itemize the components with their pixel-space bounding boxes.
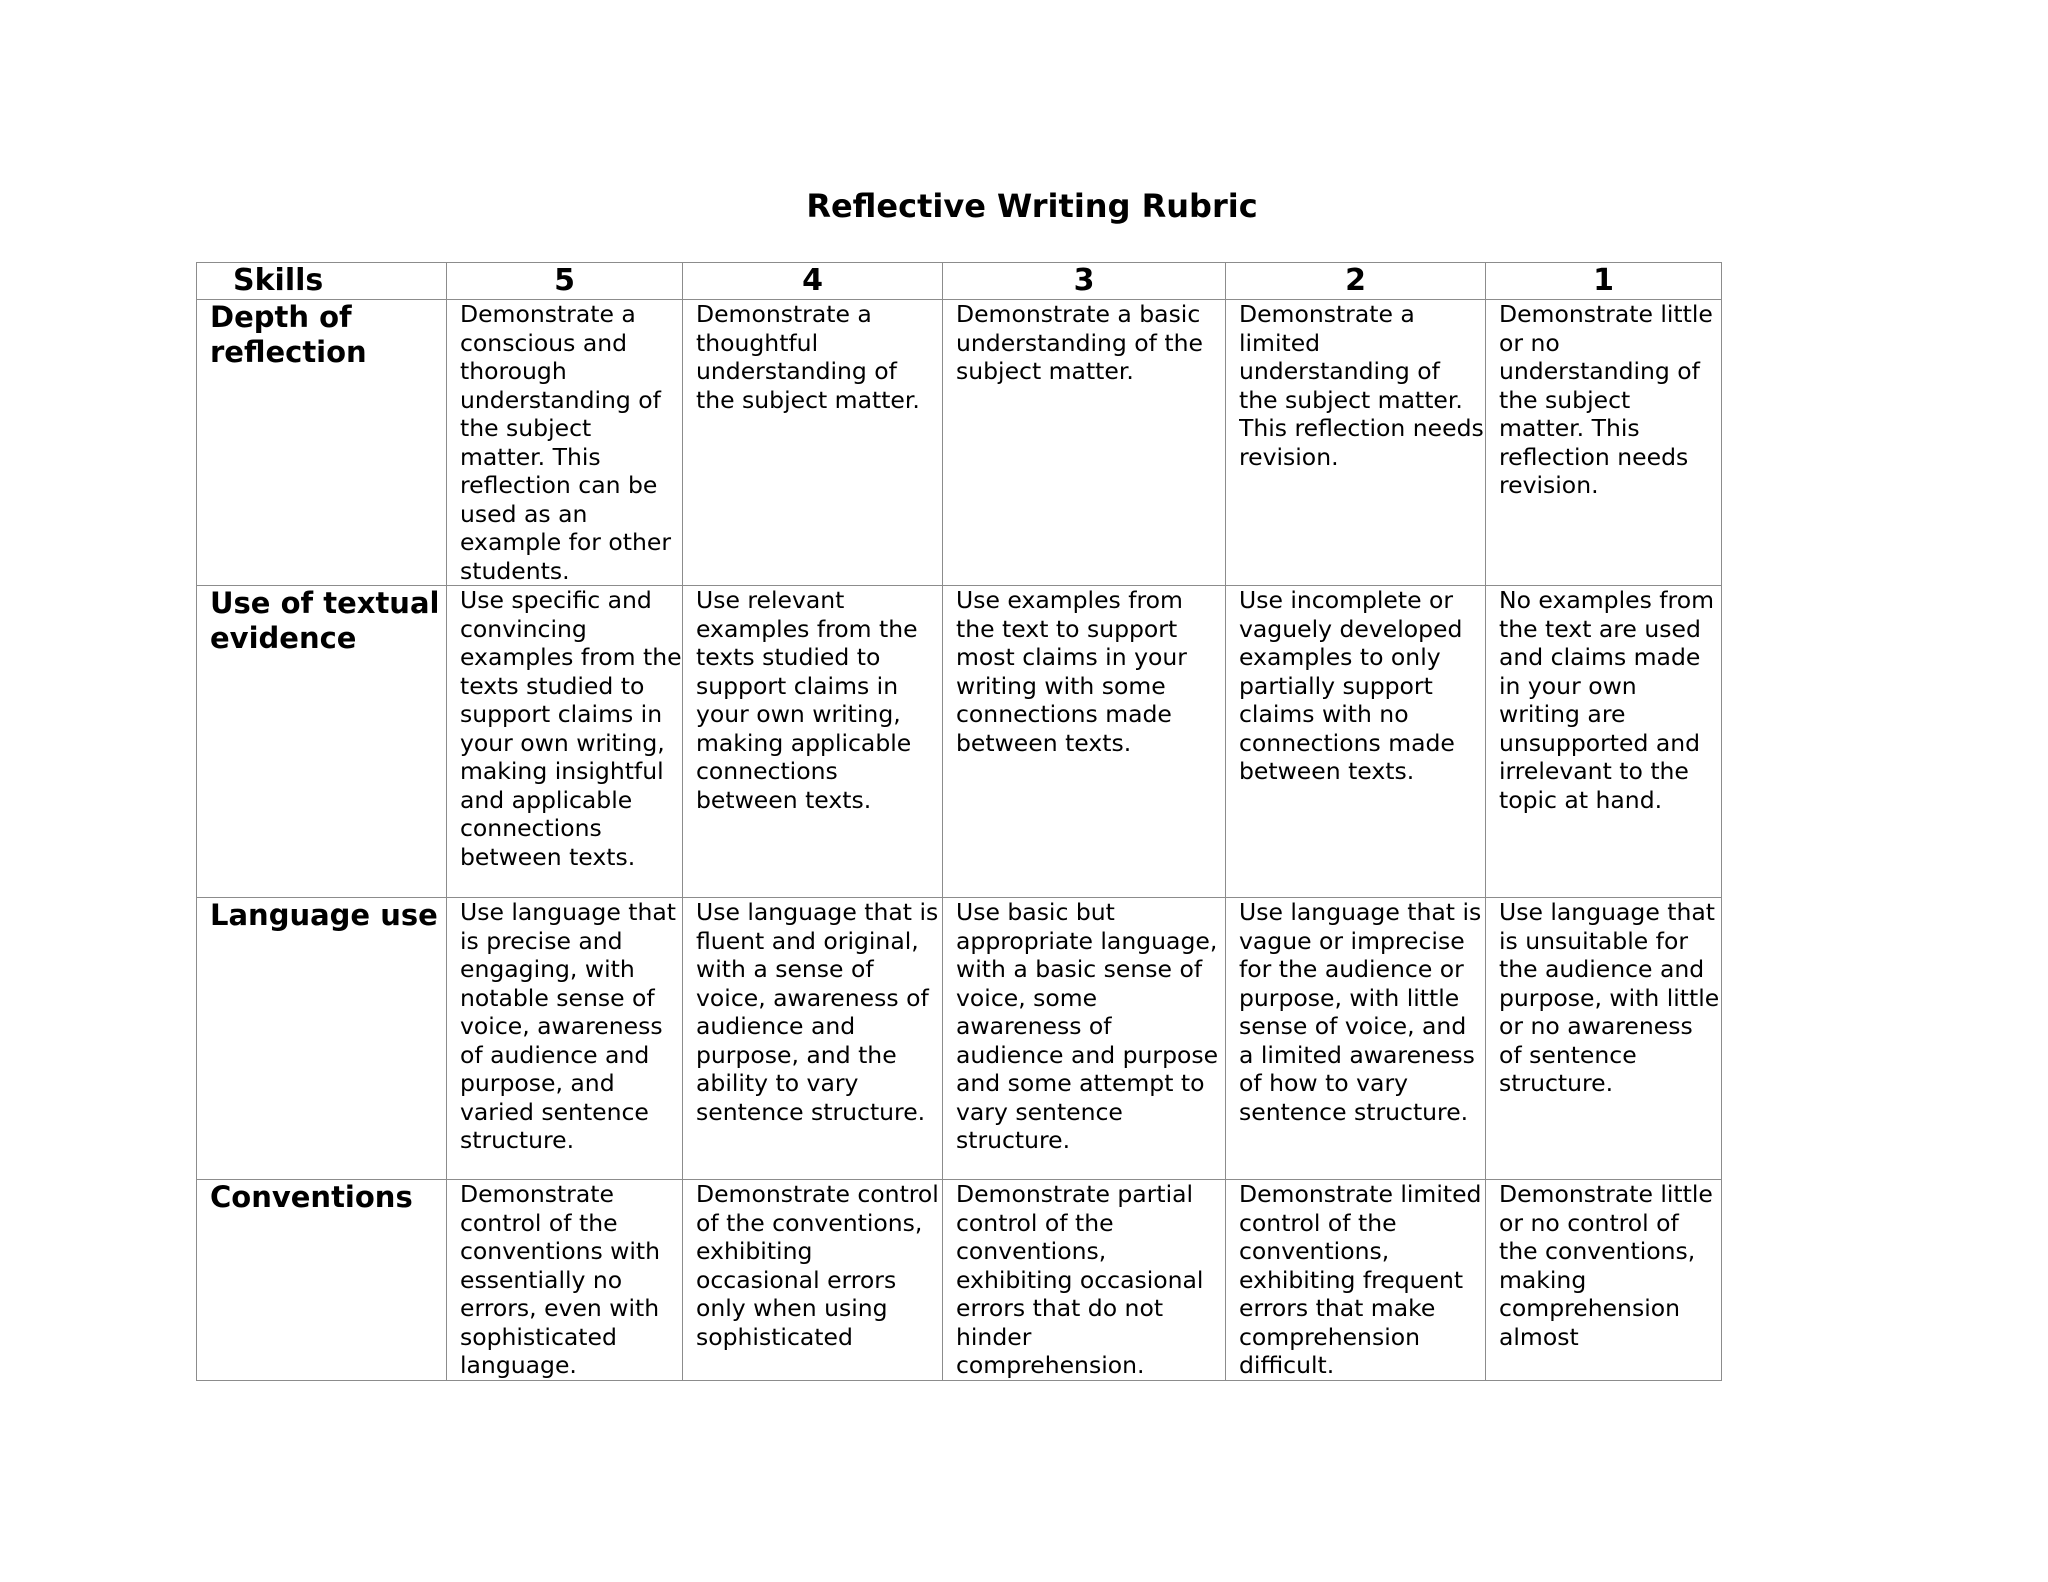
- criteria-cell: [943, 586, 1226, 898]
- table-row: [197, 1180, 1722, 1381]
- criteria-cell: [1226, 898, 1486, 1180]
- criteria-cell: [943, 898, 1226, 1180]
- rubric-table: [196, 262, 1722, 1381]
- criteria-cell: [1226, 586, 1486, 898]
- criteria-text: Use specific and convincing examples from the texts studied to support claims in your own writing, making insightful and applicable connections between texts.: [460, 586, 682, 871]
- skill-name: [197, 586, 447, 898]
- criteria-text: Demonstrate limited control of the conventions, exhibiting frequent errors that make comprehension difficult.: [1239, 1180, 1482, 1379]
- criteria-cell: [447, 300, 683, 586]
- criteria-text: No examples from the text are used and claims made in your own writing are unsupported and irrelevant to the topic at hand.: [1499, 586, 1714, 814]
- column-header-score-1: 1: [1486, 263, 1722, 300]
- table-row: [197, 300, 1722, 586]
- column-header-score-2: 2: [1226, 263, 1486, 300]
- skill-name-text: Depth of reflection: [210, 300, 367, 369]
- criteria-cell: [447, 586, 683, 898]
- column-header-score-5: 5: [447, 263, 683, 300]
- criteria-cell: [683, 300, 943, 586]
- criteria-text: Use language that is unsuitable for the audience and purpose, with little or no awareness of sentence structure.: [1499, 898, 1720, 1097]
- column-header-score-3: 3: [943, 263, 1226, 300]
- criteria-cell: [683, 1180, 943, 1381]
- skill-name-text: Language use: [210, 898, 438, 932]
- column-header-skills: Skills: [197, 263, 447, 300]
- skill-name: [197, 898, 447, 1180]
- criteria-text: Use basic but appropriate language, with a basic sense of voice, some awareness of audience and purpose and some attempt to vary sentence structure.: [956, 898, 1219, 1154]
- criteria-text: Use language that is precise and engaging, with notable sense of voice, awareness of audience and purpose, and varied sentence structure.: [460, 898, 676, 1154]
- skill-name: [197, 1180, 447, 1381]
- criteria-text: Use language that is fluent and original, with a sense of voice, awareness of audience and purpose, and the ability to vary sentence structure.: [696, 898, 939, 1126]
- skill-name: [197, 300, 447, 586]
- criteria-text: Demonstrate control of the conventions, exhibiting occasional errors only when using sophisticated: [696, 1180, 939, 1351]
- criteria-cell: [1226, 1180, 1486, 1381]
- table-row: [197, 586, 1722, 898]
- criteria-cell: [683, 898, 943, 1180]
- table-row: [197, 898, 1722, 1180]
- criteria-text: Demonstrate partial control of the conventions, exhibiting occasional errors that do not hinder comprehension.: [956, 1180, 1204, 1379]
- criteria-cell: [1486, 1180, 1722, 1381]
- criteria-text: Use language that is vague or imprecise for the audience or purpose, with little sense of voice, and a limited awareness of how to vary sentence structure.: [1239, 898, 1482, 1126]
- column-header-score-4: 4: [683, 263, 943, 300]
- criteria-text: Demonstrate a thoughtful understanding of the subject matter.: [696, 300, 920, 414]
- criteria-text: Demonstrate little or no understanding of the subject matter. This reflection needs revision.: [1499, 300, 1713, 499]
- criteria-text: Demonstrate a limited understanding of the subject matter. This reflection needs revision.: [1239, 300, 1484, 471]
- page-title: Reflective Writing Rubric: [806, 187, 1258, 225]
- skill-name-text: Conventions: [210, 1180, 413, 1214]
- criteria-text: Use examples from the text to support most claims in your writing with some connections made between texts.: [956, 586, 1187, 757]
- criteria-text: Demonstrate control of the conventions with essentially no errors, even with sophisticated language.: [460, 1180, 661, 1379]
- header-row: [197, 263, 1722, 300]
- criteria-text: Use relevant examples from the texts studied to support claims in your own writing, making applicable connections between texts.: [696, 586, 918, 814]
- criteria-cell: [1486, 586, 1722, 898]
- criteria-text: Demonstrate a conscious and thorough understanding of the subject matter. This reflection can be used as an example for other students.: [460, 300, 672, 585]
- criteria-cell: [1486, 898, 1722, 1180]
- criteria-cell: [943, 1180, 1226, 1381]
- skill-name-text: Use of textual evidence: [210, 586, 440, 655]
- criteria-text: Use incomplete or vaguely developed examples to only partially support claims with no connections made between texts.: [1239, 586, 1463, 785]
- criteria-cell: [683, 586, 943, 898]
- criteria-cell: [1226, 300, 1486, 586]
- criteria-cell: [943, 300, 1226, 586]
- criteria-text: Demonstrate little or no control of the conventions, making comprehension almost: [1499, 1180, 1713, 1351]
- criteria-cell: [1486, 300, 1722, 586]
- criteria-text: Demonstrate a basic understanding of the subject matter.: [956, 300, 1203, 385]
- criteria-cell: [447, 898, 683, 1180]
- criteria-cell: [447, 1180, 683, 1381]
